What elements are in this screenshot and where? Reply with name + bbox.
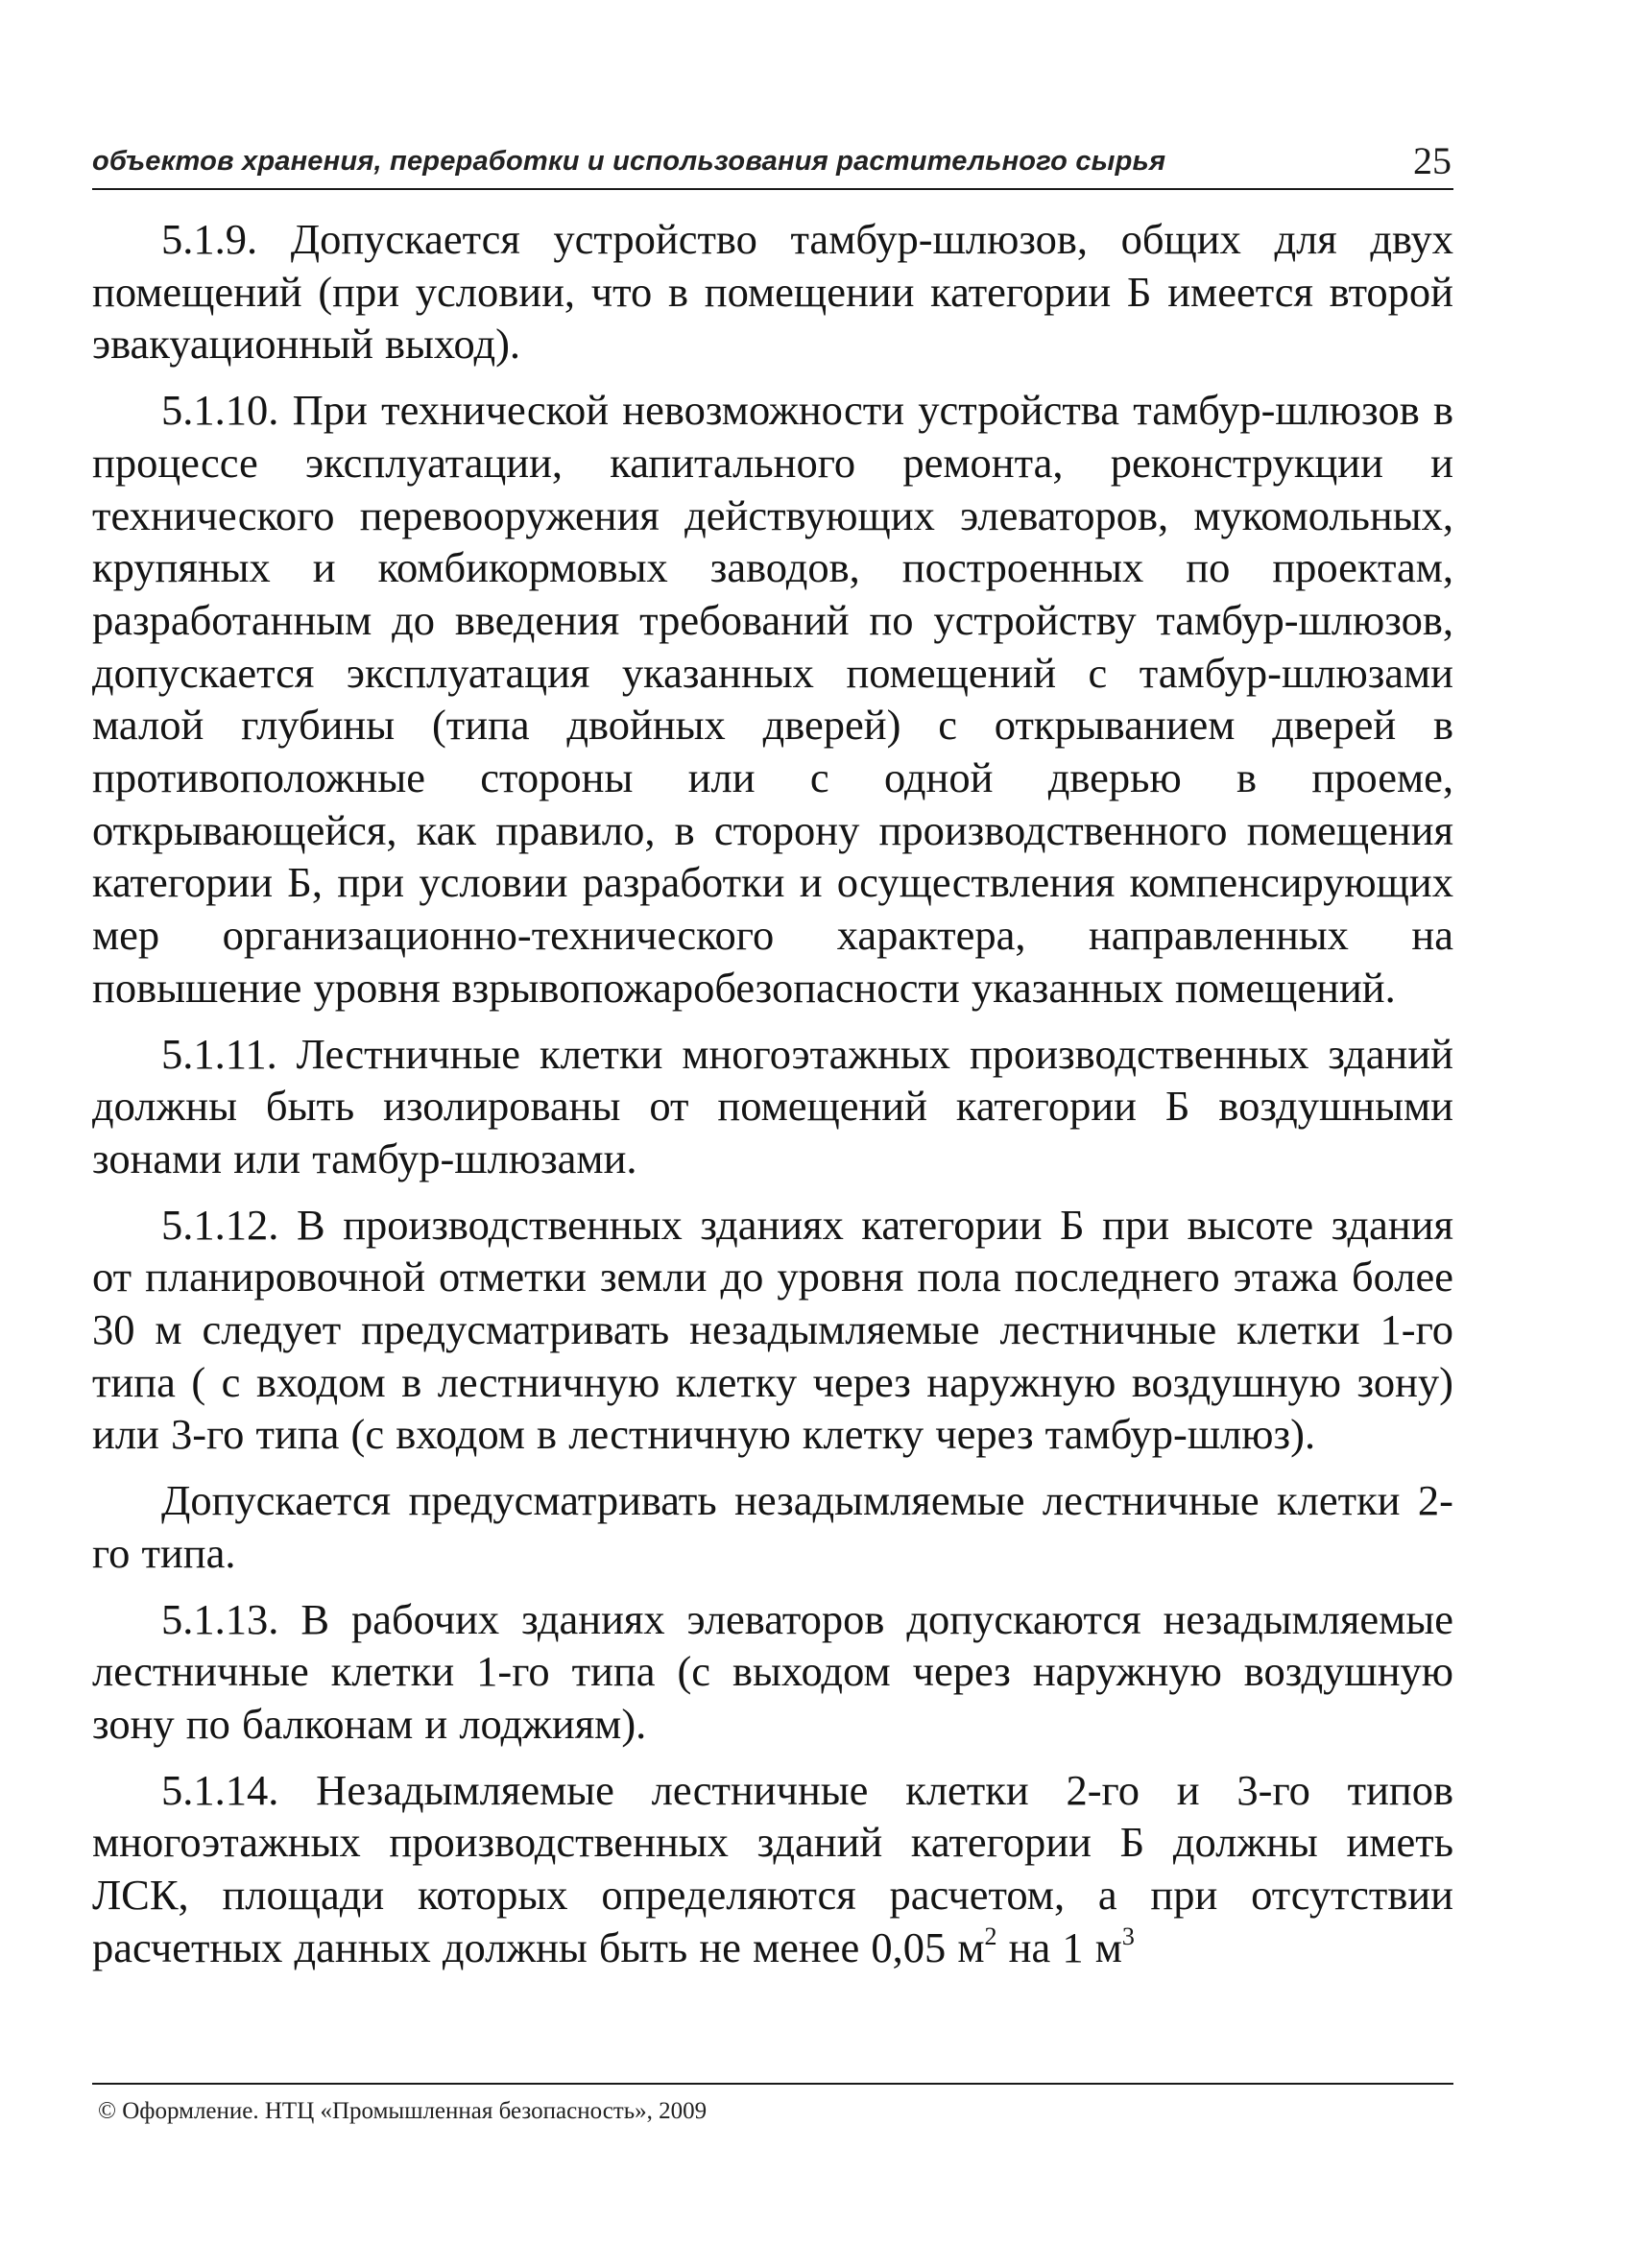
paragraph-continuation: Допускается предусматривать незадымляемые лестничные клетки 2-го типа.: [92, 1476, 1453, 1577]
page-footer: [92, 2083, 1453, 2125]
paragraph-5-1-11: 5.1.11. Лестничные клетки многоэтажных производственных зданий должны быть изолированы от помещений категории Б воздушными зонами или тамбур-шлюзами.: [92, 1029, 1453, 1182]
paragraph-5-1-10: 5.1.10. При технической невозможности устройства тамбур-шлюзов в процессе эксплуатации, капитального ремонта, реконструкции и технического перевооружения действующих элеваторов, мукомольных, крупяных и комбикормовых заводов, построенных по проектам, разработанным до введения требований по устройству тамбур-шлюзов, допускается эксплуатация указанных помещений с тамбур-шлюзами малой глубины (типа двойных дверей) с открыванием дверей в противоположные стороны или с одной дверью в проеме, открывающейся, как правило, в сторону производственного помещения категории Б, при условии разработки и осуществления компенсирующих мер организационно-технического характера, направленных на повышение уровня взрывопожаробезопасности указанных помещений.: [92, 386, 1453, 1012]
paragraph-5-1-14-text: 5.1.14. Незадымляемые лестничные клетки 2-го и 3-го типов многоэтажных производственных зданий категории Б должны иметь ЛСК, площади которых определяются расчетом, а при отсутствии расчетных данных должны быть не менее 0,05 м: [92, 1765, 1453, 1971]
paragraph-5-1-13: 5.1.13. В рабочих зданиях элеваторов допускаются незадымляемые лестничные клетки 1-го типа (с выходом через наружную воздушную зону по балконам и лоджиям).: [92, 1594, 1453, 1748]
cube-superscript: 3: [1121, 1922, 1135, 1950]
paragraph-5-1-14: [92, 1764, 1453, 1974]
copyright-notice: © Оформление. НТЦ «Промышленная безопасность», 2009: [98, 2098, 708, 2124]
paragraph-5-1-14-mid: на 1 м: [996, 1922, 1122, 1971]
running-header: [92, 139, 1453, 190]
running-title: объектов хранения, переработки и использования растительного сырья: [92, 146, 1166, 177]
paragraph-5-1-9: 5.1.9. Допускается устройство тамбур-шлюзов, общих для двух помещений (при условии, что в помещении категории Б имеется второй эвакуационный выход).: [92, 215, 1453, 369]
paragraph-5-1-12: 5.1.12. В производственных зданиях категории Б при высоте здания от планировочной отметки земли до уровня пола последнего этажа более 30 м следует предусматривать незадымляемые лестничные клетки 1-го типа ( с входом в лестничную клетку через наружную воздушную зону) или 3-го типа (с входом в лестничную клетку через тамбур-шлюз).: [92, 1200, 1453, 1459]
page-number: 25: [1413, 139, 1452, 182]
square-superscript: 2: [984, 1922, 997, 1950]
body-text: [92, 213, 1453, 1974]
